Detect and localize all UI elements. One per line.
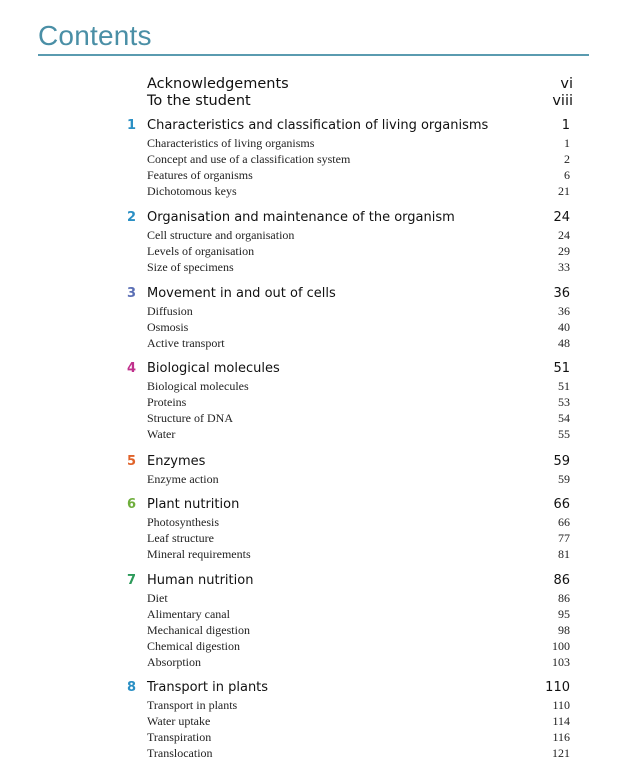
chapter-title: Human nutrition xyxy=(147,573,254,588)
section-page: 53 xyxy=(558,395,570,409)
section-title: Proteins xyxy=(147,395,187,409)
chapter-heading[interactable] xyxy=(0,496,623,514)
section-page: 86 xyxy=(558,591,570,605)
chapter-title: Enzymes xyxy=(147,454,206,469)
section-title: Enzyme action xyxy=(147,472,219,486)
section-title: Water xyxy=(147,427,176,441)
chapter-heading[interactable] xyxy=(0,117,623,135)
section-page: 121 xyxy=(552,746,570,760)
front-matter-page: viii xyxy=(552,93,573,109)
section-page: 100 xyxy=(552,639,570,653)
front-matter-label: To the student xyxy=(147,93,251,109)
section-page: 48 xyxy=(558,336,570,350)
chapter-page: 86 xyxy=(553,573,570,588)
section-page: 110 xyxy=(552,698,570,712)
section-row[interactable] xyxy=(0,530,623,546)
section-title: Absorption xyxy=(147,655,201,669)
chapter-number: 8 xyxy=(126,680,136,695)
section-row[interactable] xyxy=(0,183,623,199)
section-page: 116 xyxy=(552,730,570,744)
section-title: Photosynthesis xyxy=(147,515,220,529)
section-row[interactable] xyxy=(0,654,623,670)
chapter-page: 110 xyxy=(545,680,570,695)
section-title: Alimentary canal xyxy=(147,607,230,621)
section-title: Transport in plants xyxy=(147,698,238,712)
section-title: Structure of DNA xyxy=(147,411,233,425)
section-row[interactable] xyxy=(0,638,623,654)
section-page: 55 xyxy=(558,427,570,441)
section-row[interactable] xyxy=(0,394,623,410)
page-title: Contents xyxy=(38,20,152,51)
section-row[interactable] xyxy=(0,514,623,530)
section-row[interactable] xyxy=(0,378,623,394)
chapter-title: Transport in plants xyxy=(147,680,269,695)
section-page: 66 xyxy=(558,515,570,529)
chapter-page: 51 xyxy=(553,361,570,376)
section-title: Biological molecules xyxy=(147,379,249,393)
section-title: Water uptake xyxy=(147,714,211,728)
chapter-title: Biological molecules xyxy=(147,361,280,376)
chapter-heading[interactable] xyxy=(0,209,623,227)
chapter-title: Organisation and maintenance of the organism xyxy=(147,210,455,225)
section-title: Dichotomous keys xyxy=(147,184,237,198)
section-page: 1 xyxy=(564,136,570,150)
chapter-page: 24 xyxy=(553,210,570,225)
section-row[interactable] xyxy=(0,622,623,638)
section-page: 95 xyxy=(558,607,570,621)
section-row[interactable] xyxy=(0,259,623,275)
chapter-heading[interactable] xyxy=(0,572,623,590)
section-row[interactable] xyxy=(0,135,623,151)
chapter-number: 6 xyxy=(126,497,136,512)
chapter-page: 36 xyxy=(553,286,570,301)
section-row[interactable] xyxy=(0,335,623,351)
section-page: 114 xyxy=(552,714,570,728)
section-row[interactable] xyxy=(0,697,623,713)
chapter-title: Characteristics and classification of living organisms xyxy=(147,118,489,133)
chapter-heading[interactable] xyxy=(0,360,623,378)
chapter-heading[interactable] xyxy=(0,679,623,697)
section-row[interactable] xyxy=(0,729,623,745)
section-page: 6 xyxy=(564,168,570,182)
section-page: 21 xyxy=(558,184,570,198)
section-row[interactable] xyxy=(0,426,623,442)
section-page: 77 xyxy=(558,531,570,545)
front-matter-page: vi xyxy=(560,76,573,92)
section-row[interactable] xyxy=(0,471,623,487)
section-row[interactable] xyxy=(0,319,623,335)
section-page: 40 xyxy=(558,320,570,334)
section-title: Characteristics of living organisms xyxy=(147,136,315,150)
section-row[interactable] xyxy=(0,546,623,562)
section-page: 103 xyxy=(552,655,570,669)
section-title: Leaf structure xyxy=(147,531,214,545)
section-row[interactable] xyxy=(0,606,623,622)
front-matter-row xyxy=(147,76,573,93)
chapter-page: 66 xyxy=(553,497,570,512)
section-title: Transpiration xyxy=(147,730,212,744)
chapter-number: 1 xyxy=(126,118,136,133)
section-page: 81 xyxy=(558,547,570,561)
section-title: Active transport xyxy=(147,336,225,350)
chapter-title: Plant nutrition xyxy=(147,497,240,512)
section-row[interactable] xyxy=(0,713,623,729)
section-page: 98 xyxy=(558,623,570,637)
front-matter-label: Acknowledgements xyxy=(147,76,289,92)
section-title: Translocation xyxy=(147,746,213,760)
section-page: 36 xyxy=(558,304,570,318)
section-row[interactable] xyxy=(0,243,623,259)
chapter-page: 1 xyxy=(561,118,570,133)
chapter-title: Movement in and out of cells xyxy=(147,286,336,301)
section-title: Levels of organisation xyxy=(147,244,255,258)
section-page: 59 xyxy=(558,472,570,486)
chapter-number: 5 xyxy=(126,454,136,469)
section-page: 51 xyxy=(558,379,570,393)
section-row[interactable] xyxy=(0,410,623,426)
chapter-number: 7 xyxy=(126,573,136,588)
section-page: 33 xyxy=(558,260,570,274)
section-title: Chemical digestion xyxy=(147,639,240,653)
chapter-heading[interactable] xyxy=(0,285,623,303)
section-page: 2 xyxy=(564,152,570,166)
section-page: 29 xyxy=(558,244,570,258)
chapter-page: 59 xyxy=(553,454,570,469)
section-title: Concept and use of a classification system xyxy=(147,152,351,166)
section-title: Features of organisms xyxy=(147,168,253,182)
section-title: Size of specimens xyxy=(147,260,234,274)
section-page: 24 xyxy=(558,228,570,242)
chapter-number: 2 xyxy=(126,210,136,225)
chapter-number: 4 xyxy=(126,361,136,376)
section-page: 54 xyxy=(558,411,570,425)
section-row[interactable] xyxy=(0,167,623,183)
section-title: Diet xyxy=(147,591,168,605)
chapter-number: 3 xyxy=(126,286,136,301)
section-title: Osmosis xyxy=(147,320,189,334)
title-divider xyxy=(38,54,589,56)
section-row[interactable] xyxy=(0,590,623,606)
chapter-heading[interactable] xyxy=(0,453,623,471)
front-matter-row xyxy=(147,93,573,110)
section-row[interactable] xyxy=(0,303,623,319)
section-row[interactable] xyxy=(0,227,623,243)
section-title: Mineral requirements xyxy=(147,547,251,561)
section-title: Cell structure and organisation xyxy=(147,228,295,242)
section-row[interactable] xyxy=(0,745,623,761)
section-row[interactable] xyxy=(0,151,623,167)
section-title: Diffusion xyxy=(147,304,193,318)
section-title: Mechanical digestion xyxy=(147,623,250,637)
